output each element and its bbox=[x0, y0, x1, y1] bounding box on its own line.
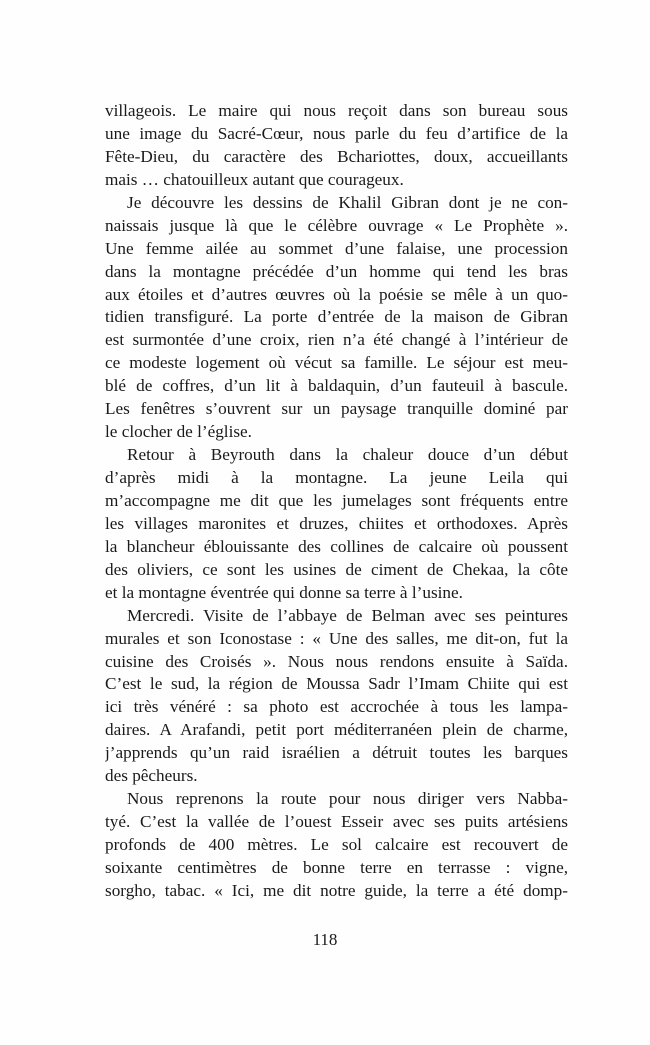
text-line: profonds de 400 mètres. Le sol calcaire est recouvert de bbox=[105, 835, 568, 854]
text-line: les villages maronites et druzes, chiites et orthodoxes. Après bbox=[105, 513, 568, 533]
text-line: et la montagne éventrée qui donne sa terre à l’usine. bbox=[105, 582, 463, 602]
text-line: Mercredi. Visite de l’abbaye de Belman avec ses peintures bbox=[127, 605, 568, 625]
text-line: d’après midi à la montagne. La jeune Leila qui bbox=[105, 468, 568, 487]
text-line: Nous reprenons la route pour nous diriger vers Nabba- bbox=[127, 789, 568, 809]
paragraph-3 bbox=[105, 444, 568, 605]
text-line: tidien transfiguré. La porte d’entrée de la maison de Gibran bbox=[105, 307, 568, 327]
text-line: mais … chatouilleux autant que courageux. bbox=[105, 169, 404, 189]
text-line: C’est le sud, la région de Moussa Sadr l’Imam Chiite qui est bbox=[105, 674, 568, 694]
text-line: soixante centimètres de bonne terre en terrasse : vigne, bbox=[105, 857, 568, 877]
page-number: 118 bbox=[312, 930, 338, 949]
body-text bbox=[105, 100, 568, 903]
paragraph-5 bbox=[105, 788, 568, 903]
text-line: aux étoiles et d’autres œuvres où la poésie se mêle à un quo- bbox=[105, 284, 568, 304]
paragraph-1 bbox=[105, 100, 568, 192]
text-line: Je découvre les dessins de Khalil Gibran dont je ne con- bbox=[127, 192, 568, 212]
text-line: m’accompagne me dit que les jumelages sont fréquents entre bbox=[105, 490, 568, 510]
text-line: le clocher de l’église. bbox=[105, 422, 252, 442]
text-line: Fête-Dieu, du caractère des Bchariottes, doux, accueillants bbox=[105, 146, 568, 166]
text-line: ici très vénéré : sa photo est accrochée à tous les lampa- bbox=[105, 697, 568, 717]
text-line: la blancheur éblouissante des collines de calcaire où poussent bbox=[105, 536, 568, 556]
text-line: j’apprends qu’un raid israélien a détruit toutes les barques bbox=[105, 743, 568, 763]
text-line: sorgho, tabac. « Ici, me dit notre guide, la terre a été domp- bbox=[105, 880, 568, 900]
text-line: villageois. Le maire qui nous reçoit dans son bureau sous bbox=[105, 101, 568, 120]
text-line: dans la montagne précédée d’un homme qui tend les bras bbox=[105, 261, 568, 281]
paragraph-2 bbox=[105, 192, 568, 444]
text-line: des oliviers, ce sont les usines de ciment de Chekaa, la côte bbox=[105, 559, 568, 579]
text-line: cuisine des Croisés ». Nous nous rendons ensuite à Saïda. bbox=[105, 651, 568, 671]
text-line: tyé. C’est la vallée de l’ouest Esseir avec ses puits artésiens bbox=[105, 812, 568, 832]
text-line: naissais jusque là que le célèbre ouvrage « Le Prophète ». bbox=[105, 215, 568, 235]
text-line: Une femme ailée au sommet d’une falaise, une procession bbox=[105, 238, 568, 258]
text-line: est surmontée d’une croix, rien n’a été changé à l’intérieur de bbox=[105, 330, 568, 350]
text-line: Retour à Beyrouth dans la chaleur douce d’un début bbox=[127, 445, 568, 465]
text-line: Les fenêtres s’ouvrent sur un paysage tranquille dominé par bbox=[105, 399, 568, 419]
text-line: ce modeste logement où vécut sa famille. Le séjour est meu- bbox=[105, 353, 568, 373]
text-line: des pêcheurs. bbox=[105, 766, 198, 786]
text-line: daires. A Arafandi, petit port méditerranéen plein de charme, bbox=[105, 720, 568, 740]
text-line: blé de coffres, d’un lit à baldaquin, d’un fauteuil à bascule. bbox=[105, 376, 568, 396]
paragraph-4 bbox=[105, 605, 568, 789]
text-line: une image du Sacré-Cœur, nous parle du feu d’artifice de la bbox=[105, 123, 568, 143]
text-line: murales et son Iconostase : « Une des salles, me dit-on, fut la bbox=[105, 628, 568, 648]
